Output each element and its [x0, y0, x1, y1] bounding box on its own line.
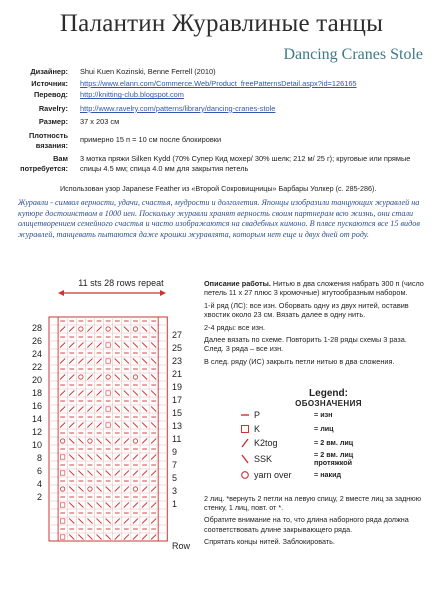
note-2: Обратите внимание на то, что длина наборного ряда должна соответствовать длине закрывающего ряда. — [204, 515, 409, 534]
source-link[interactable]: https://www.elann.com/Commerce.Web/Product_freePatternsDetail.aspx?id=126165 — [80, 78, 357, 88]
legend-ru: = лиц — [314, 424, 334, 433]
purl-dash-icon — [236, 413, 254, 417]
legend-name: yarn over — [254, 470, 292, 480]
ravelry-label: Ravelry: — [38, 103, 68, 113]
row-number: 7 — [172, 460, 178, 470]
row-number: 2 — [36, 492, 42, 502]
row-number: 9 — [172, 447, 178, 457]
translation-row — [16, 90, 426, 100]
pattern-note: Использован узор Japanese Feather из «Второй Сокровищницы» Барбары Уолкер (с. 285-286). — [60, 184, 377, 193]
legend-item-purl — [236, 408, 421, 422]
repeat-label: 11 sts 28 rows repeat — [78, 278, 164, 288]
size-value: 37 x 203 см — [80, 117, 120, 127]
needs-value: 3 мотка пряжи Silken Kydd (70% Супер Кид мохер/ 30% шелк; 212 м/ 25 г); круговые или прямые спицы 4.5 мм; спица 4.0 мм для закрытия петель — [80, 154, 411, 173]
row-number: 21 — [172, 369, 183, 379]
repeat-arrow-icon — [58, 289, 166, 297]
right-row-numbers — [172, 329, 184, 511]
chart-svg — [48, 316, 168, 542]
row-number: 22 — [31, 362, 42, 372]
left-row-numbers — [30, 322, 42, 504]
legend-item-yarn-over — [236, 468, 421, 482]
finishing-notes — [204, 494, 424, 549]
density-label: Плотность вязания: — [28, 130, 68, 150]
legend-name: P — [254, 410, 261, 420]
density-value: примерно 15 п = 10 см после блокировки — [80, 134, 222, 144]
story-text: Журавли - символ верности, удачи, счастья, мудрости и долголетия. Японцы изобразили танцующих журавлей на купюре достоинством в 1000 иен. Поскольку журавли хранят верность своим партнерам всю жизнь, они стали олицетворением семейного счастья и часто изображаются на свадебных кимоно. В плясе пускаются все 15 видов журавлей, танцевать пытаются даже крошки журавлята, которым нет еще и двух дней от роду. — [18, 198, 420, 239]
row-number: 28 — [31, 323, 42, 333]
row1-text: 1-й ряд (ЛС): все изн. Оборвать одну из двух нитей, оставив хвостик около 23 см. Вязать далее в одну нить. — [204, 300, 409, 320]
yarn-over-circle-icon — [236, 470, 254, 480]
legend-item-knit — [236, 422, 421, 436]
row-number: 15 — [172, 408, 183, 418]
designer-value: Shui Kuen Kozinski, Benne Ferrell (2010) — [80, 67, 216, 76]
cast-on-paragraph — [204, 279, 426, 298]
row-number: 3 — [172, 486, 178, 496]
row-number: 23 — [172, 356, 183, 366]
note-1: 2 лиц. *вернуть 2 петли на левую спицу, 2 вместе лиц за заднюю стенку, 1 лиц, повт. от *. — [204, 494, 422, 513]
row-number: 14 — [31, 414, 42, 424]
note-3: Спрятать концы нитей. Заблокировать. — [204, 536, 335, 546]
bind-off-text: В след. ряду (ИС) закрыть петли нитью в два сложения. — [204, 356, 395, 366]
row-number: 25 — [172, 343, 183, 353]
row-number: 17 — [172, 395, 183, 405]
row-number: 8 — [36, 453, 42, 463]
row-number: 4 — [36, 479, 42, 489]
ravelry-row — [16, 104, 426, 114]
row-number: 5 — [172, 473, 178, 483]
legend-ru: = накид — [314, 470, 342, 479]
row-number: 11 — [172, 434, 182, 444]
instructions — [204, 279, 426, 369]
legend-ru: = 2 вм. лиц — [314, 438, 354, 447]
needs-row — [16, 154, 426, 173]
translation-label: Перевод: — [33, 90, 68, 100]
designer-label: Дизайнер: — [30, 67, 68, 76]
row-number: 12 — [31, 427, 42, 437]
knitting-chart-grid — [48, 316, 170, 542]
knit-square-icon — [236, 424, 254, 434]
legend-item-ssk — [236, 450, 421, 468]
needs-label: Вам потребуется: — [20, 154, 68, 173]
size-label: Размер: — [38, 117, 68, 127]
legend-name: K2tog — [254, 438, 278, 448]
legend — [236, 388, 421, 482]
row-number: 18 — [31, 388, 42, 398]
row-axis-label: Row — [172, 541, 191, 551]
continue-text: Далее вязать по схеме. Повторить 1-28 ряды схемы 3 раза. След. 3 ряда – все изн. — [204, 335, 407, 354]
source-row — [16, 79, 426, 89]
instructions-heading: Описание работы. — [204, 279, 271, 288]
row-number: 20 — [31, 375, 42, 385]
k2tog-slash-icon — [236, 438, 254, 448]
designer-row — [16, 67, 426, 77]
source-label: Источник: — [31, 78, 68, 88]
row-number: 16 — [31, 401, 42, 411]
cast-on-text: Нитью в два сложения набрать 300 п (число петель 11 х 27 плюс 3 кромочные) жгутообразным набором. — [204, 279, 424, 298]
row-number: 19 — [172, 382, 183, 392]
row-number: 6 — [36, 466, 42, 476]
legend-item-k2tog — [236, 436, 421, 450]
size-row — [16, 117, 426, 127]
legend-ru: = изн — [314, 410, 333, 419]
page-title: Палантин Журавлиные танцы — [59, 10, 384, 37]
translation-link[interactable]: http://knitting-club.blogspot.com — [80, 90, 184, 100]
legend-title: Legend: — [309, 388, 348, 399]
legend-title-ru: ОБОЗНАЧЕНИЯ — [295, 399, 362, 408]
ssk-backslash-icon — [236, 454, 254, 464]
legend-name: SSK — [254, 454, 273, 464]
info-table — [16, 67, 426, 175]
page-subtitle: Dancing Cranes Stole — [283, 46, 423, 63]
row-number: 13 — [172, 421, 183, 431]
row-number: 1 — [172, 499, 178, 509]
row-number: 26 — [31, 336, 42, 346]
row-number: 27 — [172, 330, 183, 340]
legend-ru: = 2 вм. лиц протяжкой — [314, 450, 354, 467]
legend-name: K — [254, 424, 261, 434]
density-row — [16, 131, 426, 150]
row2-4-text: 2-4 ряды: все изн. — [204, 322, 266, 332]
row-number: 24 — [31, 349, 42, 359]
ravelry-link[interactable]: http://www.ravelry.com/patterns/library/dancing-cranes-stole — [80, 103, 276, 113]
row-number: 10 — [31, 440, 42, 450]
